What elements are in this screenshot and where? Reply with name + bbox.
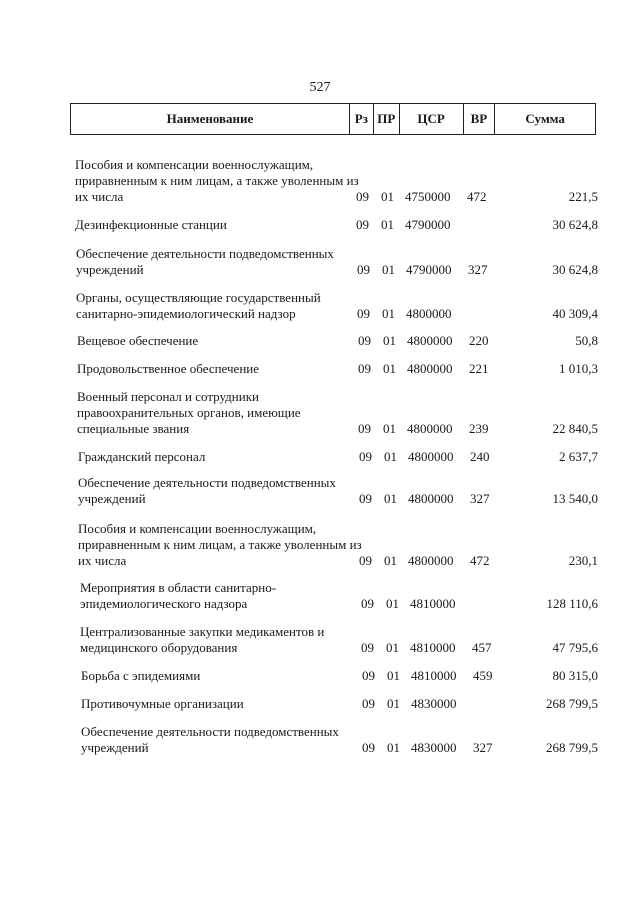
- row-name: Обеспечение деятельности подведомственных учреждений: [81, 724, 339, 755]
- row-rz: 09: [356, 189, 369, 204]
- row-pr: 01: [386, 640, 399, 655]
- table-row: [80, 580, 598, 612]
- table-row: [81, 668, 598, 684]
- row-pr: 01: [387, 696, 400, 711]
- row-name: Мероприятия в области санитарно-эпидемиологического надзора: [80, 580, 277, 611]
- row-name: Противочумные организации: [81, 696, 244, 711]
- row-name: Борьба с эпидемиями: [81, 668, 201, 683]
- row-pr: 01: [382, 262, 395, 277]
- table-row: [77, 389, 598, 437]
- row-vr: 472: [470, 553, 490, 568]
- row-vr: 220: [469, 333, 489, 348]
- row-pr: 01: [383, 333, 396, 348]
- row-pr: 01: [386, 596, 399, 611]
- row-rz: 09: [359, 449, 372, 464]
- row-csr: 4800000: [407, 333, 453, 348]
- row-csr: 4830000: [411, 696, 457, 711]
- row-sum: 30 624,8: [552, 262, 598, 277]
- row-sum: 40 309,4: [552, 306, 598, 321]
- header-pr: ПР: [374, 104, 400, 134]
- row-vr: 459: [473, 668, 493, 683]
- table-row: [81, 696, 598, 712]
- row-rz: 09: [358, 361, 371, 376]
- row-pr: 01: [383, 361, 396, 376]
- row-sum: 80 315,0: [552, 668, 598, 683]
- row-pr: 01: [381, 217, 394, 232]
- header-rz: Рз: [350, 104, 374, 134]
- table-row: [81, 724, 598, 756]
- row-csr: 4810000: [410, 596, 456, 611]
- row-rz: 09: [362, 696, 375, 711]
- table-row: [75, 155, 598, 205]
- row-vr: 472: [467, 189, 487, 204]
- row-pr: 01: [381, 189, 394, 204]
- row-pr: 01: [384, 449, 397, 464]
- row-vr: 457: [472, 640, 492, 655]
- table-row: [75, 217, 598, 233]
- row-pr: 01: [384, 491, 397, 506]
- page-number: 527: [309, 80, 331, 95]
- row-rz: 09: [361, 640, 374, 655]
- row-csr: 4790000: [406, 262, 452, 277]
- table-row: [80, 624, 598, 656]
- row-csr: 4790000: [405, 217, 451, 232]
- row-pr: 01: [387, 740, 400, 755]
- header-name: Наименование: [71, 104, 350, 134]
- row-name: Пособия и компенсации военнослужащим, приравненным к ним лицам, а также уволенным из их числа: [75, 157, 359, 204]
- table-row: [78, 477, 598, 507]
- row-rz: 09: [362, 740, 375, 755]
- row-pr: 01: [383, 421, 396, 436]
- row-rz: 09: [357, 262, 370, 277]
- row-name: Военный персонал и сотрудники правоохранительных органов, имеющие специальные звания: [77, 389, 301, 436]
- row-vr: 221: [469, 361, 489, 376]
- row-csr: 4800000: [408, 449, 454, 464]
- row-name: Гражданский персонал: [78, 449, 206, 464]
- row-sum: 128 110,6: [546, 596, 598, 611]
- header-csr: ЦСР: [400, 104, 464, 134]
- row-csr: 4800000: [406, 306, 452, 321]
- row-sum: 47 795,6: [552, 640, 598, 655]
- row-csr: 4800000: [407, 421, 453, 436]
- row-rz: 09: [362, 668, 375, 683]
- row-sum: 268 799,5: [546, 740, 598, 755]
- row-rz: 09: [356, 217, 369, 232]
- row-sum: 2 637,7: [559, 449, 598, 464]
- row-sum: 268 799,5: [546, 696, 598, 711]
- row-sum: 30 624,8: [552, 217, 598, 232]
- row-rz: 09: [359, 553, 372, 568]
- table-row: [76, 290, 598, 322]
- row-vr: 327: [470, 491, 490, 506]
- row-vr: 239: [469, 421, 489, 436]
- row-pr: 01: [384, 553, 397, 568]
- table-row: [78, 449, 598, 465]
- row-name: Обеспечение деятельности подведомственных учреждений: [78, 475, 336, 506]
- row-csr: 4830000: [411, 740, 457, 755]
- row-rz: 09: [361, 596, 374, 611]
- row-csr: 4810000: [410, 640, 456, 655]
- row-pr: 01: [382, 306, 395, 321]
- row-name: Вещевое обеспечение: [77, 333, 199, 348]
- table-row: [78, 520, 598, 569]
- row-vr: 327: [473, 740, 493, 755]
- row-sum: 230,1: [568, 553, 598, 568]
- row-sum: 50,8: [575, 333, 598, 348]
- row-sum: 221,5: [568, 189, 598, 204]
- row-vr: 240: [470, 449, 490, 464]
- row-sum: 1 010,3: [559, 361, 598, 376]
- row-name: Обеспечение деятельности подведомственных учреждений: [76, 246, 334, 277]
- row-csr: 4800000: [408, 553, 454, 568]
- row-name: Органы, осуществляющие государственный санитарно-эпидемиологический надзор: [76, 290, 321, 321]
- row-name: Централизованные закупки медикаментов и медицинского оборудования: [80, 624, 325, 655]
- row-name: Пособия и компенсации военнослужащим, приравненным к ним лицам, а также уволенным из их числа: [78, 521, 362, 568]
- row-rz: 09: [358, 421, 371, 436]
- row-sum: 22 840,5: [552, 421, 598, 436]
- header-vr: ВР: [464, 104, 496, 134]
- table-row: [77, 361, 598, 377]
- row-name: Дезинфекционные станции: [75, 217, 227, 232]
- row-csr: 4750000: [405, 189, 451, 204]
- row-csr: 4800000: [408, 491, 454, 506]
- table-row: [76, 246, 598, 278]
- row-sum: 13 540,0: [552, 491, 598, 506]
- table-row: [77, 333, 598, 349]
- row-rz: 09: [359, 491, 372, 506]
- row-rz: 09: [358, 333, 371, 348]
- row-rz: 09: [357, 306, 370, 321]
- header-sum: Сумма: [525, 111, 565, 126]
- row-csr: 4800000: [407, 361, 453, 376]
- row-vr: 327: [468, 262, 488, 277]
- row-csr: 4810000: [411, 668, 457, 683]
- row-pr: 01: [387, 668, 400, 683]
- row-name: Продовольственное обеспечение: [77, 361, 259, 376]
